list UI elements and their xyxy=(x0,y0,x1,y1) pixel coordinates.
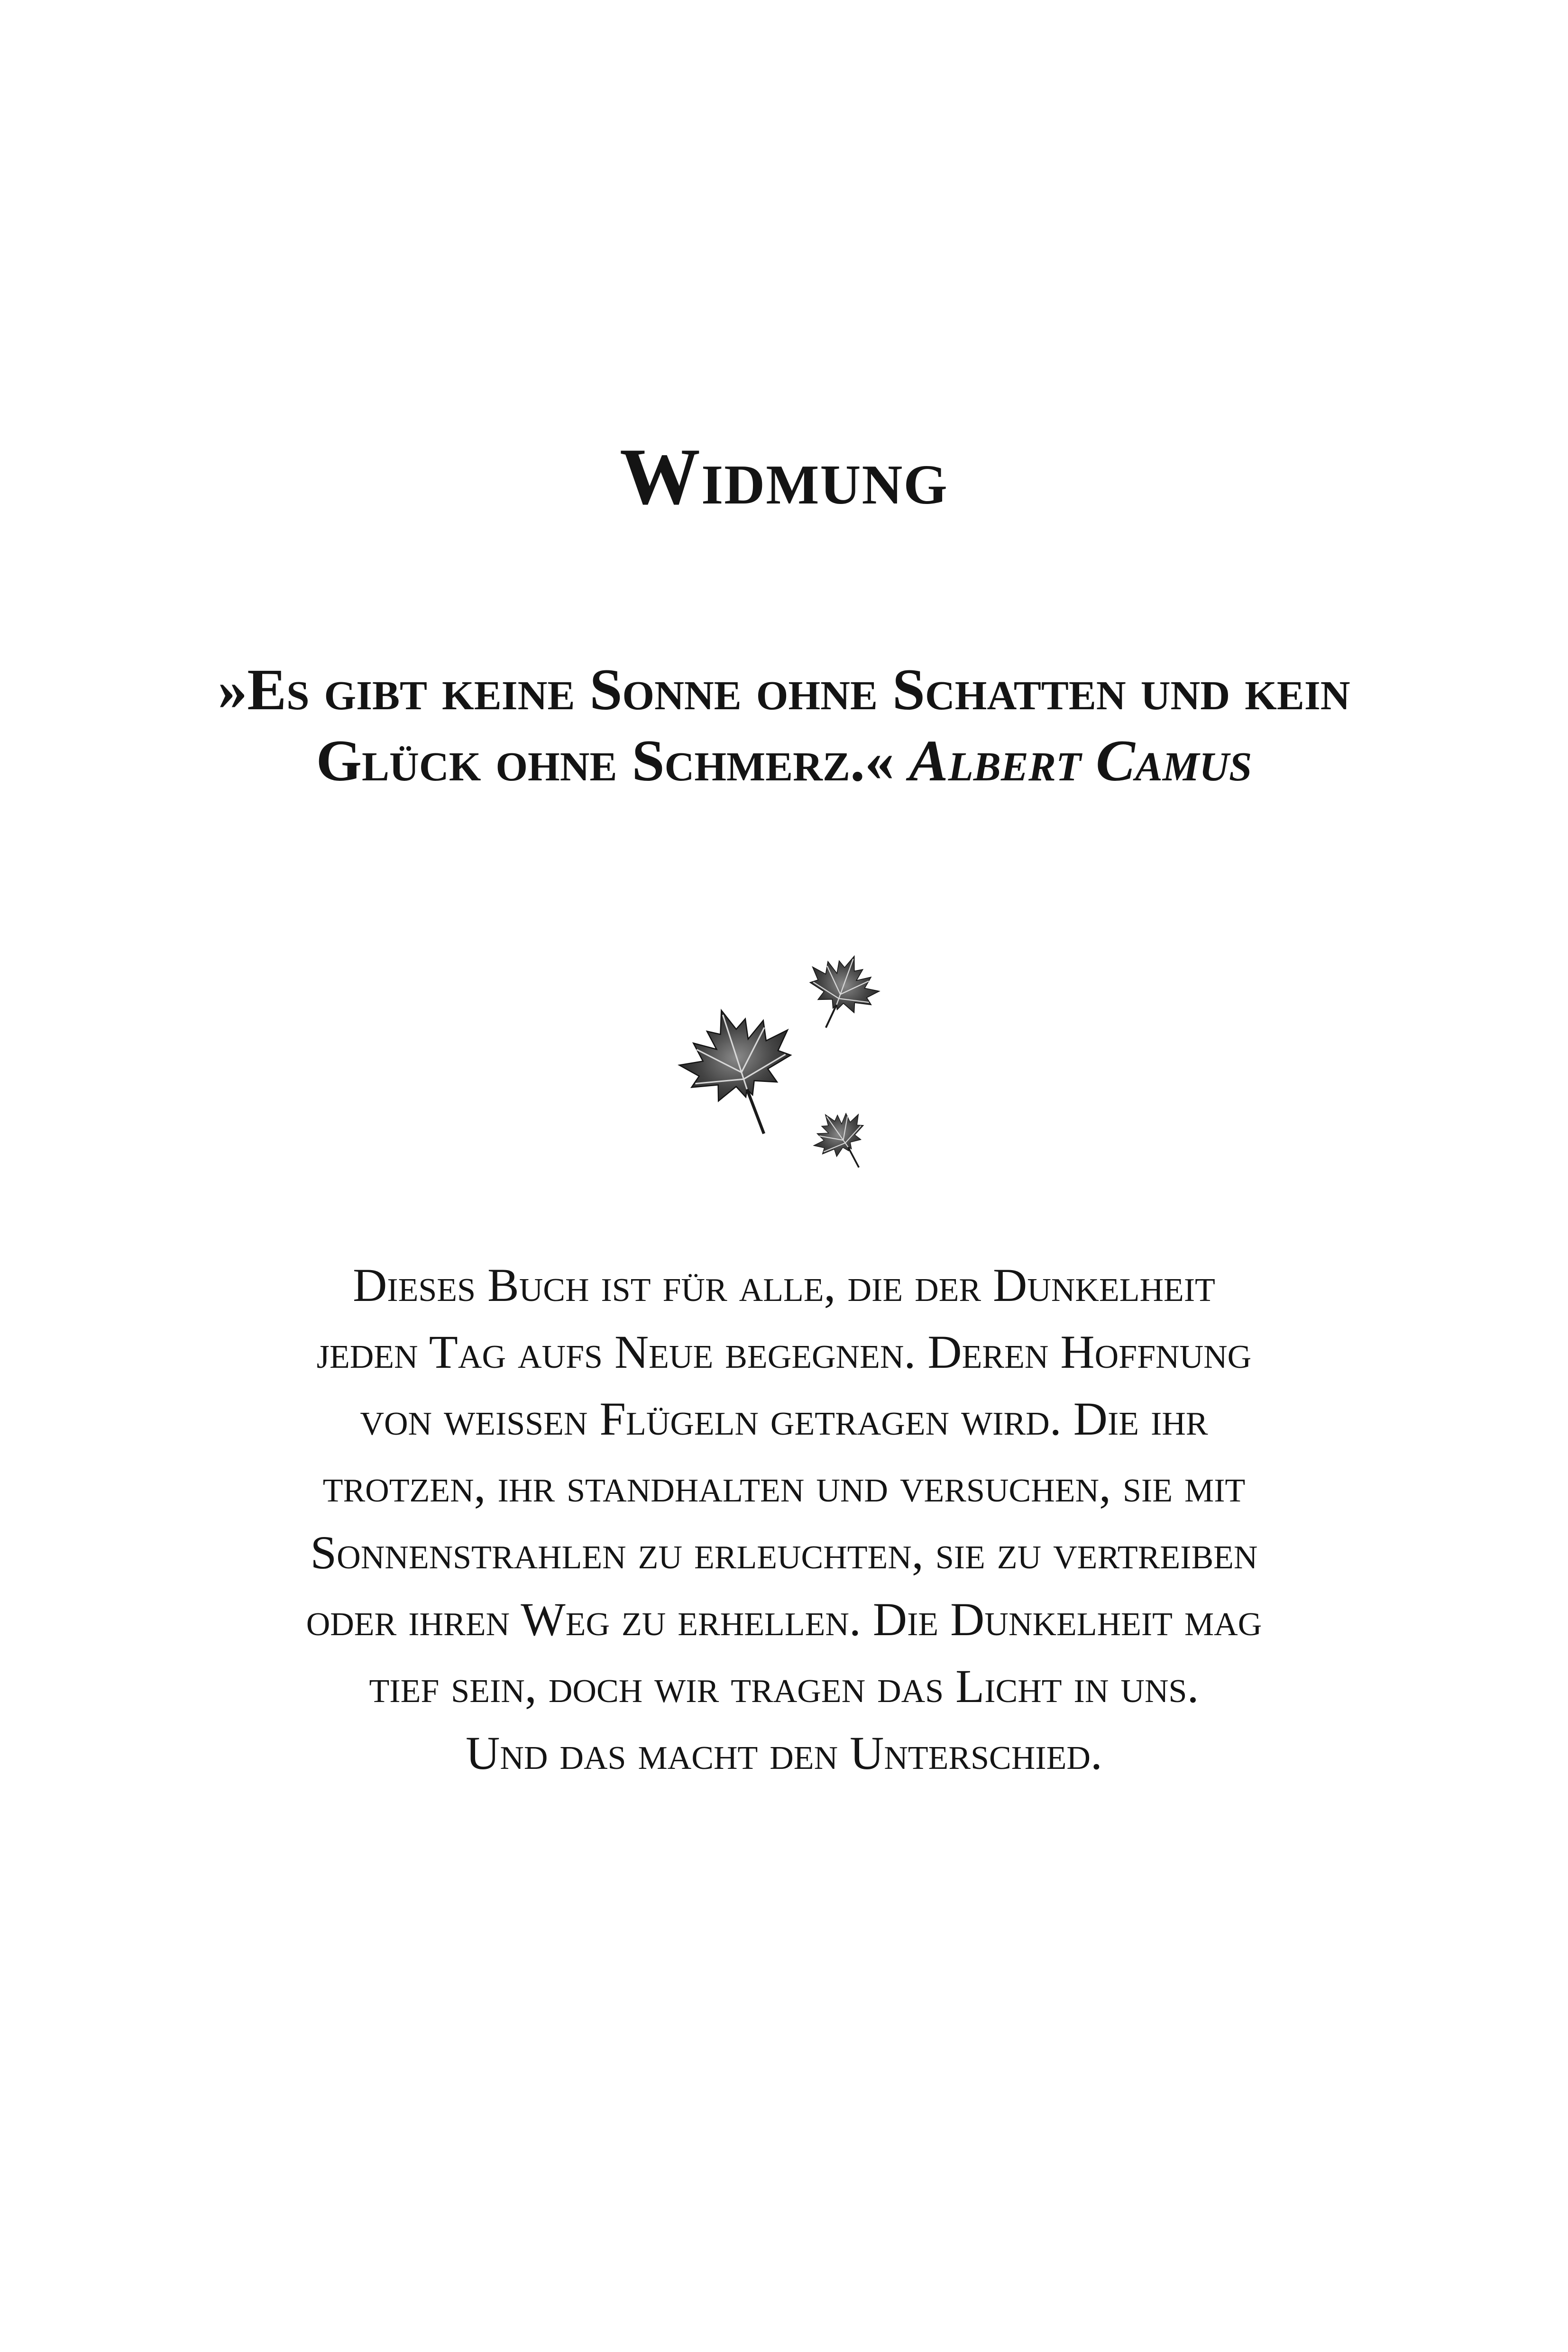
dedication-line: jeden Tag aufs Neue begegnen. Deren Hoffnung xyxy=(316,1326,1252,1378)
epigraph-author: Albert Camus xyxy=(909,728,1252,793)
dedication-line: Dieses Buch ist für alle, die der Dunkelheit xyxy=(353,1259,1215,1311)
dedication-line: oder ihren Weg zu erhellen. Die Dunkelheit mag xyxy=(306,1593,1262,1646)
top-leaf xyxy=(795,944,888,1041)
dedication-line: Sonnenstrahlen zu erleuchten, sie zu vertreiben xyxy=(310,1526,1258,1579)
dedication-line: tief sein, doch wir tragen das Licht in uns. xyxy=(369,1660,1199,1712)
large-leaf xyxy=(667,993,816,1152)
epigraph xyxy=(180,654,1388,796)
dedication-line: trotzen, ihr standhalten und versuchen, sie mit xyxy=(322,1459,1246,1512)
dedication-line: Und das macht den Unterschied. xyxy=(466,1727,1102,1779)
small-leaf xyxy=(803,1099,883,1181)
dedication-line: von weissen Flügeln getragen wird. Die ihr xyxy=(360,1392,1208,1445)
page-title: Widmung xyxy=(619,432,948,521)
dedication-text xyxy=(156,1252,1412,1786)
epigraph-quote: »Es gibt keine Sonne ohne Schatten und kein Glück ohne Schmerz.« xyxy=(218,657,1350,793)
maple-leaves-icon xyxy=(654,939,920,1185)
